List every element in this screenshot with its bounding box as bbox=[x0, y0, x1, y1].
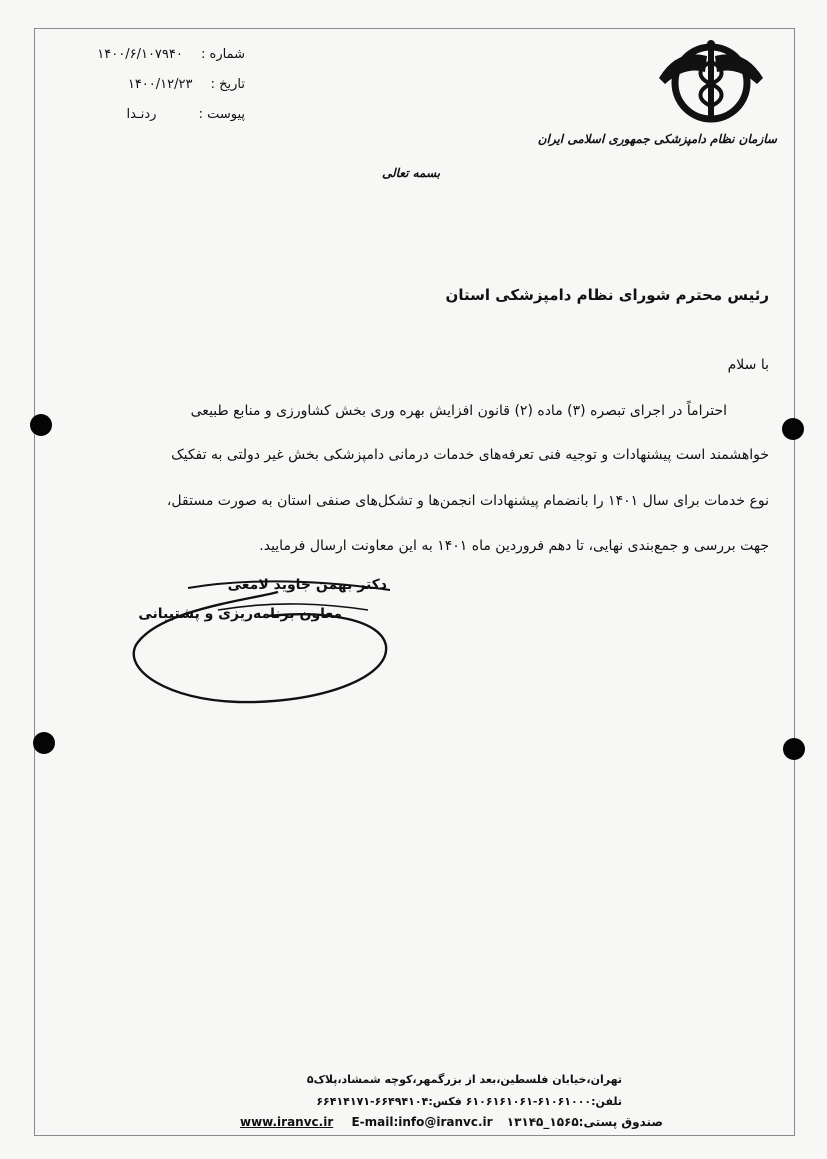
letter-number-value: ۱۴۰۰/۶/۱۰۷۹۴۰ bbox=[97, 47, 183, 62]
body-line: نوع خدمات برای سال ۱۴۰۱ را بانضمام پیشنهادات انجمن‌ها و تشکل‌های صنفی استان به صورت مستقل، bbox=[166, 493, 769, 509]
footer-contact-line bbox=[240, 1115, 663, 1129]
organization-name: سازمان نظام دامپزشکی جمهوری اسلامی ایران bbox=[537, 132, 777, 146]
website-link[interactable]: www.iranvc.ir bbox=[240, 1115, 334, 1129]
postal-box: صندوق پستی:۱۵۶۵_۱۳۱۴۵ bbox=[506, 1115, 664, 1129]
punch-hole-left-top bbox=[30, 414, 52, 436]
addressee: رئیس محترم شورای نظام دامپزشکی استان bbox=[445, 286, 769, 304]
letter-date-value: ۱۴۰۰/۱۲/۲۳ bbox=[127, 77, 193, 92]
punch-hole-right-top bbox=[782, 418, 804, 440]
punch-hole-left-bottom bbox=[33, 732, 55, 754]
letter-attachment bbox=[126, 107, 245, 122]
letter-date bbox=[128, 77, 245, 92]
body-line: احتراماً در اجرای تبصره (۳) ماده (۲) قانون افزایش بهره وری بخش کشاورزی و منابع طبیعی bbox=[190, 403, 727, 419]
email-link[interactable]: E-mail:info@iranvc.ir bbox=[351, 1115, 493, 1129]
salutation: با سلام bbox=[727, 357, 769, 373]
invocation: بسمه تعالی bbox=[382, 166, 441, 180]
letter-number-label: شماره : bbox=[201, 47, 245, 62]
signatory-title: معاون برنامه‌ریزی و پشتیبانی bbox=[138, 606, 342, 622]
body-line: خواهشمند است پیشنهادات و توجیه فنی تعرفه‌های خدمات درمانی دامپزشکی بخش غیر دولتی به تفکیک bbox=[171, 447, 769, 463]
letter-number bbox=[97, 47, 245, 62]
letter-date-label: تاریخ : bbox=[210, 77, 245, 92]
signatory-name: دکتر بهمن جاوید لامعی bbox=[227, 577, 387, 593]
footer-address: تهران،خیابان فلسطین،بعد از بزرگمهر،کوچه شمشاد،پلاک۵ bbox=[306, 1073, 622, 1086]
footer-phones: تلفن:۶۱۰۶۱۰۰۰-۶۱۰۶۱۶۱۰۶۱ فکس:۶۶۴۹۴۱۰۴-۶۶۴۱۴۱۷۱ bbox=[316, 1095, 622, 1108]
letter-attachment-value: ردنـدا bbox=[126, 107, 157, 122]
punch-hole-right-bottom bbox=[783, 738, 805, 760]
organization-logo bbox=[655, 38, 767, 124]
letter-attachment-label: پیوست : bbox=[198, 107, 245, 122]
body-line: جهت بررسی و جمع‌بندی نهایی، تا دهم فروردین ماه ۱۴۰۱ به این معاونت ارسال فرمایید. bbox=[259, 538, 769, 554]
